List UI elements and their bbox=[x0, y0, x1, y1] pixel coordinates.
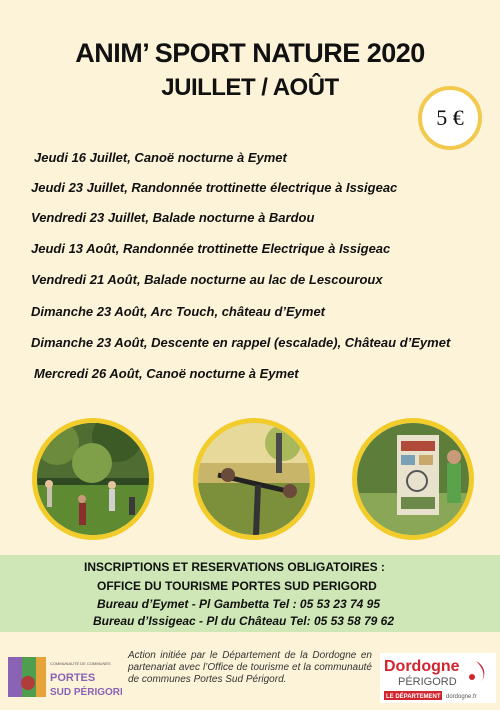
logo-right-line2: PÉRIGORD bbox=[398, 676, 457, 688]
poster-title: ANIM’ SPORT NATURE 2020 bbox=[75, 38, 425, 68]
event-item: Jeudi 13 Août, Randonnée trottinette Electrique à Issigeac bbox=[31, 241, 391, 256]
event-item: Jeudi 16 Juillet, Canoë nocturne à Eymet bbox=[34, 150, 287, 165]
event-item: Vendredi 21 Août, Balade nocturne au lac de Lescouroux bbox=[31, 272, 383, 287]
photo-forest-hikers bbox=[32, 418, 154, 540]
event-item: Jeudi 23 Juillet, Randonnée trottinette électrique à Issigeac bbox=[31, 180, 398, 195]
portes-sud-perigord-logo bbox=[6, 653, 122, 705]
price-badge: 5 € bbox=[418, 86, 482, 150]
logo-left-line2: SUD PÉRIGORD bbox=[50, 687, 122, 698]
event-item: Mercredi 26 Août, Canoë nocturne à Eymet bbox=[34, 366, 299, 381]
registration-band bbox=[0, 555, 500, 632]
photo-info-board bbox=[352, 418, 474, 540]
registration-headline: INSCRIPTIONS ET RESERVATIONS OBLIGATOIRES : bbox=[84, 560, 385, 574]
logo-left-line1: PORTES bbox=[50, 672, 96, 684]
poster-subtitle: JUILLET / AOÛT bbox=[161, 74, 339, 101]
bureau-eymet-contact: Bureau d’Eymet - Pl Gambetta Tel : 05 53 23 74 95 bbox=[97, 597, 381, 611]
event-item: Dimanche 23 Août, Arc Touch, château d’Eymet bbox=[31, 304, 326, 319]
logo-right-site: dordogne.fr bbox=[446, 694, 477, 700]
partnership-note: Action initiée par le Département de la Dordogne en partenariat avec l’Office de tourisme et la communauté de communes Portes Sud Périgord. bbox=[128, 650, 372, 685]
bureau-issigeac-contact: Bureau d’Issigeac - Pl du Château Tel: 05 53 58 79 62 bbox=[93, 614, 395, 628]
logo-right-tag: LE DÉPARTEMENT bbox=[386, 694, 441, 700]
tourism-office-name: OFFICE DU TOURISME PORTES SUD PERIGORD bbox=[97, 579, 377, 593]
dordogne-perigord-logo bbox=[380, 653, 496, 703]
footer bbox=[0, 645, 500, 710]
photo-electric-scooter bbox=[193, 418, 315, 540]
event-item: Dimanche 23 Août, Descente en rappel (escalade), Château d’Eymet bbox=[31, 335, 451, 350]
event-item: Vendredi 23 Juillet, Balade nocturne à Bardou bbox=[31, 210, 315, 225]
logo-left-small: COMMUNAUTÉ DE COMMUNES bbox=[50, 661, 111, 666]
logo-right-line1: Dordogne bbox=[384, 658, 460, 675]
